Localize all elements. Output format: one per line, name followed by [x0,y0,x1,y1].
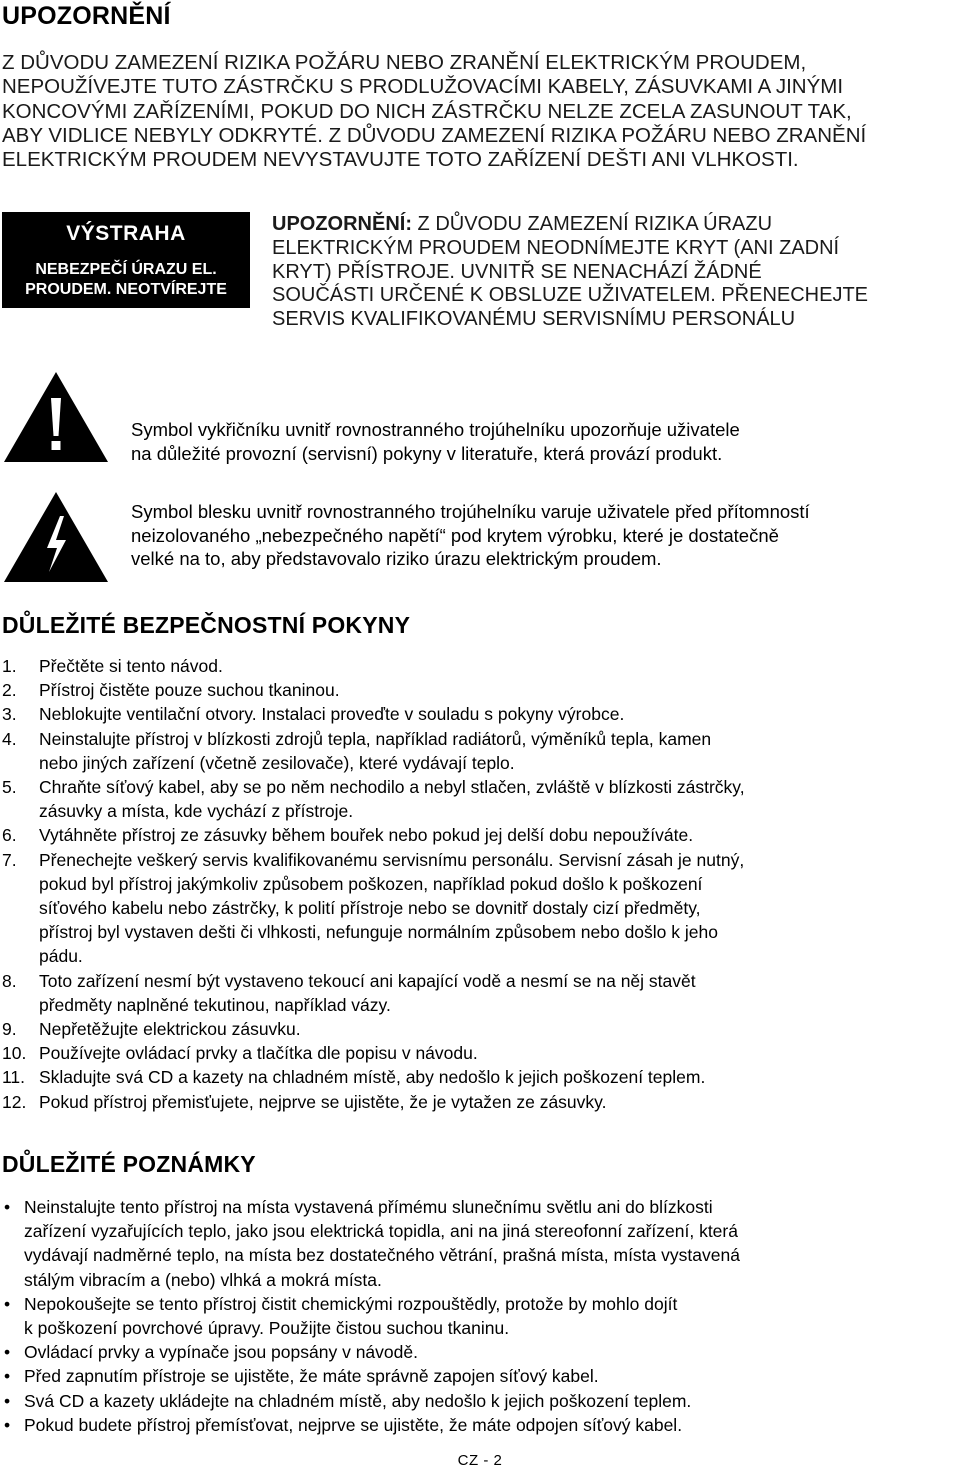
note-text: Pokud budete přístroj přemísťovat, nejprve se ujistěte, že máte odpojen síťový kabel. [24,1414,683,1435]
instruction-text: zásuvky a místa, kde vychází z přístroje. [39,801,354,822]
note-text: k poškození povrchové úpravy. Použijte čistou suchou tkaninu. [24,1318,510,1339]
instruction-number: 1. [2,656,17,676]
safety-instructions-list [0,654,960,1114]
instruction-text: nebo jiných zařízení (včetně zesilovače), které vydávají teplo. [39,752,515,773]
instruction-number: 3. [2,704,17,725]
fire-shock-warning [2,51,960,172]
bullet-icon: • [4,1293,11,1314]
instruction-text: přístroj byl vystaven dešti či vlhkosti, nefunguje normálním způsobem nebo došlo k jeho [39,922,718,943]
bullet-icon: • [4,1390,11,1411]
page-number: CZ - 2 [457,1452,503,1469]
caution-line: ELEKTRICKÝM PROUDEM NEODNÍMEJTE KRYT (ANI ZADNÍ [272,236,840,259]
note-text: Před zapnutím přístroje se ujistěte, že máte správně zapojen síťový kabel. [24,1366,599,1387]
note-text: stálým vibracím a (nebo) vlhká a mokrá místa. [24,1269,382,1290]
instruction-text: Pokud přístroj přemisťujete, nejprve se ujistěte, že je vytažen ze zásuvky. [39,1091,607,1112]
instruction-item [0,969,960,1017]
caution-label: UPOZORNĚNÍ: [272,213,412,235]
instruction-item [0,727,960,775]
instruction-item [0,823,960,847]
note-item [0,1195,960,1292]
instruction-text: pokud byl přístroj jakýmkoliv způsobem poškozen, například pokud došlo k poškození [39,873,703,894]
note-text: zařízení vyzařujících teplo, jako jsou elektrická topidla, ani na jiná stereofonní zařízení, která [24,1221,738,1242]
instruction-item [0,1017,960,1041]
instruction-text: Přenechejte veškerý servis kvalifikovanému servisnímu personálu. Servisní zásah je nutný, [39,849,745,870]
note-item [0,1413,960,1437]
bullet-icon: • [4,1366,11,1387]
note-text: Neinstalujte tento přístroj na místa vystavená přímému slunečnímu světlu ani do blízkosti [24,1197,713,1217]
warning-label-text [2,260,250,300]
caution-line [272,213,960,237]
symbol-line: Symbol vykřičníku uvnitř rovnostranného trojúhelníku upozorňuje uživatele [131,419,740,440]
bullet-icon: • [4,1414,11,1435]
warning-label-box [2,212,250,308]
exclamation-symbol-text [131,418,960,465]
instruction-text: síťového kabelu nebo zástrčky, k polití přístroje nebo se dovnitř dostaly cizí předměty, [39,898,701,919]
lightning-symbol-text [131,500,960,571]
instruction-text: Přístroj čistěte pouze suchou tkaninou. [39,680,340,701]
bullet-icon: • [4,1342,11,1363]
instruction-item [0,702,960,726]
warning-label-title: VÝSTRAHA [66,222,186,245]
note-item [0,1389,960,1413]
instruction-number: 8. [2,970,17,991]
instruction-item [0,654,960,678]
caution-line: SERVIS KVALIFIKOVANÉMU SERVISNÍMU PERSONÁLU [272,308,796,331]
note-text: Nepokoušejte se tento přístroj čistit chemickými rozpouštědly, protože by mohlo dojít [24,1293,678,1314]
instruction-text: Používejte ovládací prvky a tlačítka dle popisu v návodu. [39,1043,478,1064]
instruction-number: 7. [2,849,17,870]
instruction-text: Skladujte svá CD a kazety na chladném místě, aby nedošlo k jejich poškození teplem. [39,1067,706,1088]
instruction-number: 9. [2,1019,17,1040]
note-text: vydávají nadměrné teplo, na místa bez dostatečného větrání, prašná místa, místa vystavená [24,1245,740,1266]
note-item [0,1364,960,1388]
instruction-text: Vytáhněte přístroj ze zásuvky během bouřek nebo pokud jej delší dobu nepoužíváte. [39,825,694,846]
instruction-item [0,848,960,969]
symbol-line: na důležité provozní (servisní) pokyny v literatuře, která provází produkt. [131,442,723,464]
note-text: Ovládací prvky a vypínače jsou popsány v návodě. [24,1342,418,1363]
symbol-line: Symbol blesku uvnitř rovnostranného trojúhelníku varuje uživatele před přítomností [131,501,810,522]
note-item [0,1340,960,1364]
caution-line: SOUČÁSTI URČENÉ K OBSLUZE UŽIVATELEM. PŘENECHEJTE [272,284,869,307]
instruction-text: pádu. [39,946,83,967]
instruction-number: 4. [2,728,17,749]
page-title: UPOZORNĚNÍ [2,2,171,30]
instruction-item [0,1065,960,1089]
instruction-number: 10. [2,1043,27,1064]
caution-line: KRYT) PŘÍSTROJE. UVNITŘ SE NENACHÁZÍ ŽÁDNÉ [272,260,762,283]
warning-line: ABY VIDLICE NEBYLY ODKRYTÉ. Z DŮVODU ZAMEZENÍ RIZIKA POŽÁRU NEBO ZRANĚNÍ [2,123,867,147]
note-item [0,1292,960,1340]
symbol-line: velké na to, aby představovalo riziko úrazu elektrickým proudem. [131,548,662,569]
safety-instructions-title: DŮLEŽITÉ BEZPEČNOSTNÍ POKYNY [2,612,411,638]
instruction-number: 2. [2,680,17,701]
note-text: Svá CD a kazety ukládejte na chladném místě, aby nedošlo k jejich poškození teplem. [24,1390,692,1411]
instruction-item [0,678,960,702]
important-notes-title: DŮLEŽITÉ POZNÁMKY [2,1151,256,1177]
warning-line: ELEKTRICKÝM PROUDEM NEVYSTAVUJTE TOTO ZAŘÍZENÍ DEŠTI ANI VLHKOSTI. [2,148,799,172]
lightning-triangle-icon [2,490,110,584]
warning-line: NEPOUŽÍVEJTE TUTO ZÁSTRČKU S PRODLUŽOVACÍMI KABELY, ZÁSUVKAMI A JINÝMI [2,75,844,99]
instruction-item [0,1041,960,1065]
warning-label-line: NEBEZPEČÍ ÚRAZU EL. [35,261,217,278]
instruction-number: 6. [2,825,17,846]
instruction-text: Neblokujte ventilační otvory. Instalaci proveďte v souladu s pokyny výrobce. [39,704,625,725]
instruction-number: 12. [2,1091,27,1112]
instruction-number: 5. [2,777,17,798]
instruction-item [0,775,960,823]
exclamation-triangle-icon [2,370,110,464]
instruction-text: Nepřetěžujte elektrickou zásuvku. [39,1019,301,1040]
warning-line: Z DŮVODU ZAMEZENÍ RIZIKA POŽÁRU NEBO ZRANĚNÍ ELEKTRICKÝM PROUDEM, [2,51,807,74]
instruction-text: Chraňte síťový kabel, aby se po něm nechodilo a nebyl stlačen, zvláště v blízkosti zástrčky, [39,777,745,798]
warning-line: KONCOVÝMI ZAŘÍZENÍMI, POKUD DO NICH ZÁSTRČKU NELZE ZCELA ZASUNOUT TAK, [2,99,852,123]
instruction-number: 11. [2,1067,26,1088]
caution-line-rest: Z DŮVODU ZAMEZENÍ RIZIKA ÚRAZU [412,213,773,235]
instruction-text: Neinstalujte přístroj v blízkosti zdrojů tepla, například radiátorů, výměníků tepla, kamen [39,728,712,749]
instruction-item [0,1090,960,1114]
symbol-line: neizolovaného „nebezpečného napětí“ pod krytem výrobku, které je dostatečně [131,524,779,546]
instruction-text: Toto zařízení nesmí být vystaveno tekoucí ani kapající vodě a nesmí se na něj stavět [39,970,696,991]
instruction-text: Přečtěte si tento návod. [39,656,223,676]
bullet-icon: • [4,1197,11,1217]
important-notes-list [0,1195,960,1437]
warning-label-line: PROUDEM. NEOTVÍREJTE [25,281,227,298]
caution-text [272,213,960,332]
instruction-text: předměty naplněné tekutinou, například vázy. [39,994,391,1015]
